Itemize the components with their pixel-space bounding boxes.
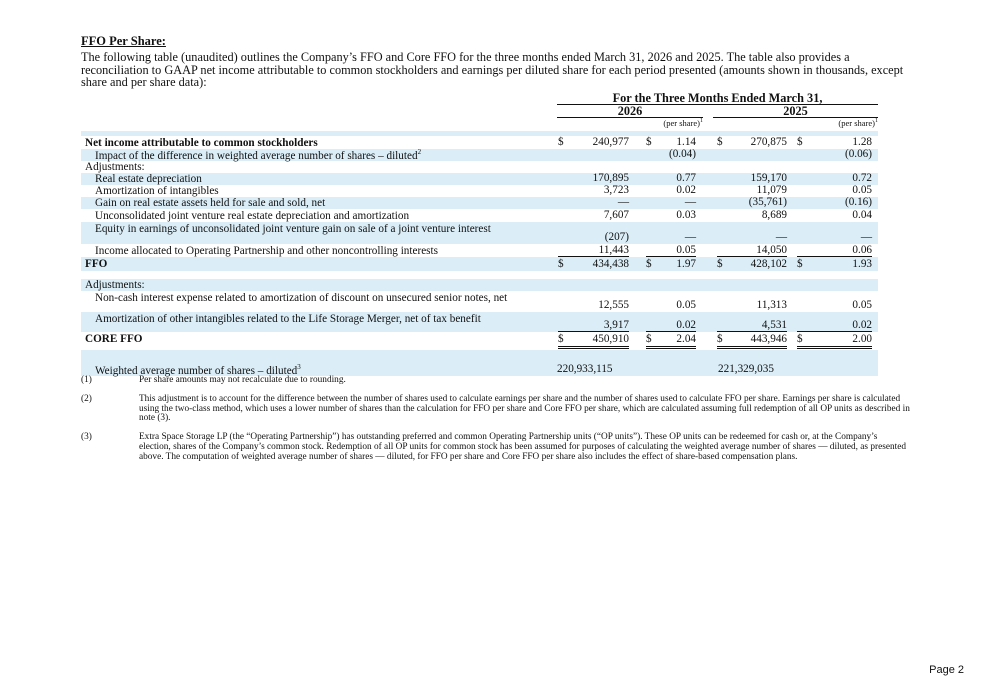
year-2026-header: 2026 — [617, 104, 643, 118]
cell-value: (35,761) — [748, 196, 787, 208]
footnote-number: (2) — [81, 393, 92, 404]
cell-value: 240,977 — [592, 136, 629, 148]
row-label: Income allocated to Operating Partnership and other noncontrolling interests — [95, 244, 438, 257]
cell-value: 0.05 — [852, 184, 872, 196]
table-row-jv-equity-gain — [81, 222, 878, 244]
footnote — [81, 395, 911, 424]
row-label: Weighted average number of shares – diluted$^3$ — [95, 363, 301, 377]
section-heading: FFO Per Share: — [81, 34, 166, 48]
year-2025-header: 2025 — [783, 104, 808, 118]
cell-value: — — [617, 196, 629, 208]
cell-value: 221,329,035 — [718, 363, 774, 375]
cell-value: — — [684, 231, 696, 243]
period-title: For the Three Months Ended March 31, — [612, 91, 823, 105]
dollar-sign: $ — [646, 136, 652, 148]
dollar-sign: $ — [717, 333, 723, 345]
cell-value: 12,555 — [598, 299, 629, 311]
intro-paragraph: The following table (unaudited) outlines the Company’s FFO and Core FFO for the three months ended March 31, 2026 and 2025. The table also provides a reconciliation to GAAP net income attributable to common stockholders and earnings per diluted share for each period presented (amounts shown in thousands, except share and per share data): — [81, 50, 904, 90]
table-row-adjustments-header-2 — [81, 279, 878, 291]
dollar-sign: $ — [646, 258, 652, 270]
cell-value: 0.06 — [852, 244, 872, 256]
cell-value: 428,102 — [750, 258, 787, 270]
footnote-number: (3) — [81, 432, 92, 443]
per-share-header-2026: (per share)$^1$ — [663, 118, 703, 128]
dollar-sign: $ — [797, 258, 803, 270]
table-row-impact-difference — [81, 149, 878, 161]
row-label: Adjustments: — [85, 161, 145, 173]
dollar-sign: $ — [558, 136, 564, 148]
row-label: Impact of the difference in weighted average number of shares – diluted$^2$ — [95, 148, 422, 162]
footnote-number: (1) — [81, 375, 92, 385]
cell-value: (0.16) — [844, 196, 872, 208]
cell-value: 270,875 — [750, 136, 787, 148]
footnote-text: Extra Space Storage LP (the “Operating Partnership”) has outstanding preferred and common Operating Partnership units (“OP units”). These OP units can be redeemed for cash or, at the Company’s election, shares of the Company’s common stock. Redemption of all OP units for common stock has been assumed for purposes of calculating the weighted average number of shares — diluted, as presented above. The computation of weighted average number of shares — diluted, for FFO per share and Core FFO per share also includes the effect of share-based compensation plans. — [139, 432, 906, 462]
cell-value: — — [684, 196, 696, 208]
cell-value: (0.04) — [668, 148, 696, 160]
dollar-sign: $ — [558, 258, 564, 270]
cell-value: 1.28 — [852, 136, 872, 148]
footnote — [81, 376, 911, 386]
cell-value: 0.72 — [852, 172, 872, 184]
dollar-sign: $ — [646, 333, 652, 345]
cell-value: 3,723 — [603, 184, 629, 196]
per-share-header-2025: (per share)$^1$ — [838, 118, 878, 128]
cell-value: 1.14 — [676, 136, 696, 148]
cell-value: 7,607 — [603, 209, 629, 221]
cell-value: 11,443 — [598, 244, 629, 256]
table-row-income-allocated — [81, 244, 878, 257]
cell-value: 0.05 — [676, 244, 696, 256]
cell-value: 443,946 — [750, 333, 787, 345]
row-label: Adjustments: — [85, 279, 145, 291]
table-spacer — [81, 350, 878, 364]
cell-value: 0.02 — [676, 319, 696, 331]
cell-value: 0.02 — [676, 184, 696, 196]
cell-value: 0.05 — [676, 299, 696, 311]
page-number: Page 2 — [929, 664, 964, 676]
footnotes — [81, 376, 911, 472]
cell-value: 1.93 — [852, 258, 872, 270]
footnote — [81, 433, 911, 462]
table-row-net-income — [81, 136, 878, 149]
row-label: Equity in earnings of unconsolidated joint venture gain on sale of a joint venture interest — [95, 223, 491, 235]
cell-value: 2.00 — [852, 333, 872, 345]
table-row-gain-on-assets — [81, 197, 878, 209]
row-label: Net income attributable to common stockholders — [85, 136, 318, 149]
cell-value: 3,917 — [603, 319, 629, 331]
cell-value: 170,895 — [592, 172, 629, 184]
row-label: Non-cash interest expense related to amortization of discount on unsecured senior notes, net — [95, 292, 508, 304]
dollar-sign: $ — [717, 136, 723, 148]
table-row-amortization-life-storage — [81, 312, 878, 332]
cell-value: 14,050 — [756, 244, 787, 256]
cell-value: 0.77 — [676, 172, 696, 184]
table-row-core-ffo — [81, 332, 878, 346]
footnote-text: This adjustment is to account for the difference between the number of shares used to calculate earnings per share and the number of shares used to calculate FFO per share. Earnings per share is calculated using the two-class method, which uses a lower number of shares than the calculation for FFO per share and Core FFO per share, which are calculated assuming full redemption of all OP units as described in note (3). — [139, 393, 910, 424]
cell-value: 159,170 — [750, 172, 787, 184]
cell-value: (0.06) — [844, 148, 872, 160]
dollar-sign: $ — [797, 333, 803, 345]
cell-value: 11,313 — [756, 299, 787, 311]
footnote-text: Per share amounts may not recalculate due to rounding. — [139, 375, 346, 385]
table-row-ffo — [81, 257, 878, 271]
cell-value: 8,689 — [761, 209, 787, 221]
dollar-sign: $ — [717, 258, 723, 270]
table-spacer — [81, 271, 878, 279]
cell-value: 4,531 — [761, 319, 787, 331]
cell-value: — — [775, 231, 787, 243]
cell-value: 0.05 — [852, 299, 872, 311]
row-label: CORE FFO — [85, 333, 143, 345]
dollar-sign: $ — [558, 333, 564, 345]
dollar-sign: $ — [797, 136, 803, 148]
table-row-non-cash-interest — [81, 291, 878, 312]
table-row-jv-depreciation — [81, 209, 878, 222]
cell-value: 220,933,115 — [557, 363, 613, 375]
row-label: Gain on real estate assets held for sale and sold, net — [95, 197, 326, 209]
row-label: Amortization of intangibles — [95, 185, 219, 197]
cell-value: 450,910 — [592, 333, 629, 345]
cell-value: 2.04 — [676, 333, 696, 345]
cell-value: — — [860, 231, 872, 243]
cell-value: 434,438 — [592, 258, 629, 270]
cell-value: 0.03 — [676, 209, 696, 221]
row-label: FFO — [85, 258, 108, 270]
row-label: Amortization of other intangibles related to the Life Storage Merger, net of tax benefit — [95, 313, 481, 325]
cell-value: 11,079 — [756, 184, 787, 196]
row-label: Real estate depreciation — [95, 173, 202, 185]
cell-value: 1.97 — [676, 258, 696, 270]
ffo-table — [81, 131, 878, 376]
cell-value: 0.02 — [852, 319, 872, 331]
cell-value: 0.04 — [852, 209, 872, 221]
cell-value: (207) — [604, 231, 629, 243]
row-label: Unconsolidated joint venture real estate depreciation and amortization — [95, 209, 410, 222]
